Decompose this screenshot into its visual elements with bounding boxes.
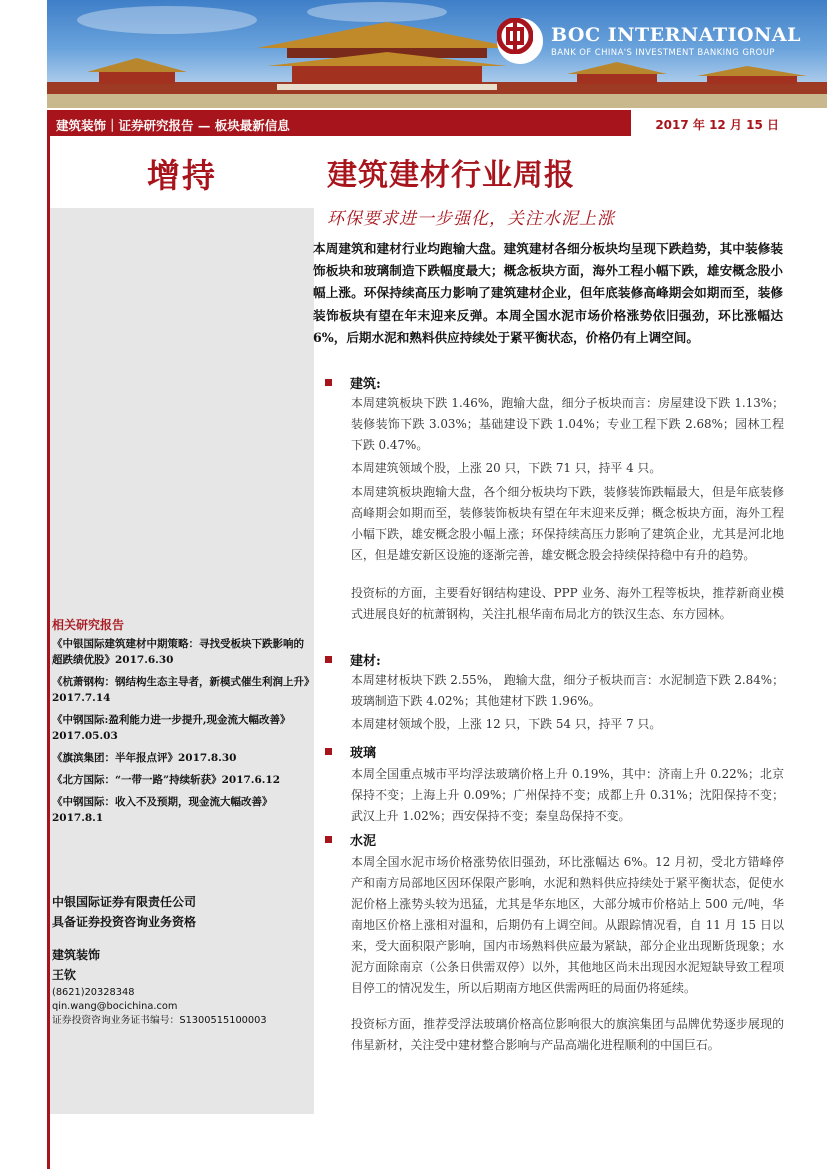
report-subtitle: 环保要求进一步强化，关注水泥上涨 [327, 209, 615, 229]
related-reports-title: 相关研究报告 [52, 618, 125, 632]
section-heading-text: 建筑: [350, 377, 381, 392]
summary-paragraph: 本周建筑和建材行业均跑输大盘。建筑建材各细分板块均呈现下跌趋势，其中装修装饰板块和玻璃制造下跌幅度最大；概念板块方面，海外工程小幅下跌，雄安概念股小幅上涨。环保持续高压力影响了建筑建材企业，但年底装修高峰期会如期而至，装修装饰板块有望在年末迎来反弹。本周全国水泥市场价格涨势依旧强劲，环比涨幅达 6%，后期水泥和熟料供应持续处于紧平衡状态，价格仍有上调空间。 [313, 241, 783, 345]
brand-logo [497, 18, 801, 64]
company-name: 中银国际证券有限责任公司 [52, 895, 197, 909]
analyst-email[interactable]: qin.wang@bocichina.com [52, 1001, 178, 1012]
paragraph: 本周全国重点城市平均浮法玻璃价格上升 0.19%，其中：济南上升 0.22%；北京保持不变；上海上升 0.09%；广州保持不变；成都上升 0.31%；沈阳保持不变；武汉上升 1.02%；西安保持不变；秦皇岛保持不变。 [351, 767, 784, 823]
analyst-license: 证券投资咨询业务证书编号：S1300515100003 [52, 1015, 267, 1026]
company-info [52, 892, 196, 932]
section-heading-construction [325, 373, 381, 392]
section-heading-text: 建材: [350, 654, 381, 669]
paragraph: 本周建材板块下跌 2.55%， 跑输大盘，细分子板块而言：水泥制造下跌 2.84%；玻璃制造下跌 4.02%；其他建材下跌 1.96%。 [351, 673, 784, 708]
section-heading-glass [325, 742, 376, 761]
analyst-contact [52, 986, 267, 1028]
paragraph: 本周建筑板块跑输大盘，各个细分板块均下跌，装修装饰跌幅最大，但是年底装修高峰期会如期而至，装修装饰板块有望在年末迎来反弹；概念板块方面，海外工程小幅下跌，雄安概念股小幅上涨；环保持续高压力影响了建筑企业，尤其是河北地区，但是雄安新区设施的逐渐完善，雄安概念股会持续保持稳中有升的趋势。 [351, 485, 784, 562]
related-report-item[interactable]: 《北方国际：“一带一路”持续斩获》2017.6.12 [52, 774, 281, 786]
related-report-item[interactable]: 《杭萧钢构：钢结构生态主导者，新模式催生利润上升》2017.7.14 [52, 676, 310, 704]
rating-label: 增持 [147, 155, 217, 195]
section-heading-cement [325, 830, 376, 849]
related-report-item[interactable]: 《中钢国际：收入不及预期，现金流大幅改善》2017.8.1 [52, 796, 273, 824]
boc-emblem-icon [497, 18, 543, 64]
brand-tagline: BANK OF CHINA'S INVESTMENT BANKING GROUP [551, 48, 775, 58]
paragraph: 投资标的方面，主要看好钢结构建设、PPP 业务、海外工程等板块，推荐新商业模式进展良好的杭萧钢构，关注扎根华南布局北方的铁汉生态、东方园林。 [351, 586, 784, 621]
header-banner [47, 0, 827, 108]
paragraph: 投资标方面，推荐受浮法玻璃价格高位影响很大的旗滨集团与品牌优势逐步展现的伟星新材，关注受中建材整合影响与产品高端化进程顺利的中国巨石。 [351, 1017, 784, 1052]
paragraph: 本周建筑板块下跌 1.46%，跑输大盘，细分子板块而言：房屋建设下跌 1.13%；装修装饰下跌 3.03%；基础建设下跌 1.04%；专业工程下跌 2.68%；园林工程下跌 0.47%。 [351, 396, 784, 452]
related-report-item[interactable]: 《旗滨集团：半年报点评》2017.8.30 [52, 752, 237, 764]
brand-name: BOC INTERNATIONAL [551, 24, 801, 46]
company-qualification: 具备证券投资咨询业务资格 [52, 915, 197, 929]
section-heading-materials [325, 650, 381, 669]
sector-label: 建筑装饰 [52, 948, 101, 962]
related-report-item[interactable]: 《中钢国际:盈利能力进一步提升,现金流大幅改善》2017.05.03 [52, 714, 291, 742]
report-category: 建筑装饰｜证券研究报告 — 板块最新信息 [56, 118, 290, 133]
section-heading-text: 玻璃 [350, 746, 377, 761]
bullet-icon [325, 379, 332, 386]
analyst-name: 王钦 [52, 968, 77, 982]
analyst-phone: (8621)20328348 [52, 987, 135, 998]
report-date: 2017 年 12 月 15 日 [655, 118, 779, 132]
bullet-icon [325, 656, 332, 663]
related-report-item[interactable]: 《中银国际建筑建材中期策略：寻找受板块下跌影响的超跌绩优股》2017.6.30 [52, 638, 304, 666]
related-reports-list [52, 636, 314, 832]
section-heading-text: 水泥 [350, 834, 377, 849]
report-title: 建筑建材行业周报 [327, 158, 575, 193]
bullet-icon [325, 836, 332, 843]
paragraph: 本周全国水泥市场价格涨势依旧强劲，环比涨幅达 6%。12 月初，受北方错峰停产和南方局部地区因环保限产影响，水泥和熟料供应持续处于紧平衡状态，促使水泥价格上涨势头较为迅猛，尤其是华东地区，大部分城市价格站上 500 元/吨，华南地区价格上涨相对温和，后期仍有上调空间。从跟踪情况看，自 11 月 15 日以来，受大面积限产影响，国内市场熟料供应最为紧缺，部分企业出现断货现象；水泥方面除南京（公条日供需双停）以外，其他地区尚未出现因水泥短缺导致工程项目停工的情况发生，所以后期南方地区供需两旺的局面仍将延续。 [351, 855, 784, 995]
paragraph: 本周建筑领域个股，上涨 20 只，下跌 71 只，持平 4 只。 [351, 461, 662, 475]
category-bar [47, 108, 827, 136]
rating-box [50, 138, 314, 208]
paragraph: 本周建材领域个股，上涨 12 只，下跌 54 只，持平 7 只。 [351, 717, 662, 731]
bullet-icon [325, 748, 332, 755]
